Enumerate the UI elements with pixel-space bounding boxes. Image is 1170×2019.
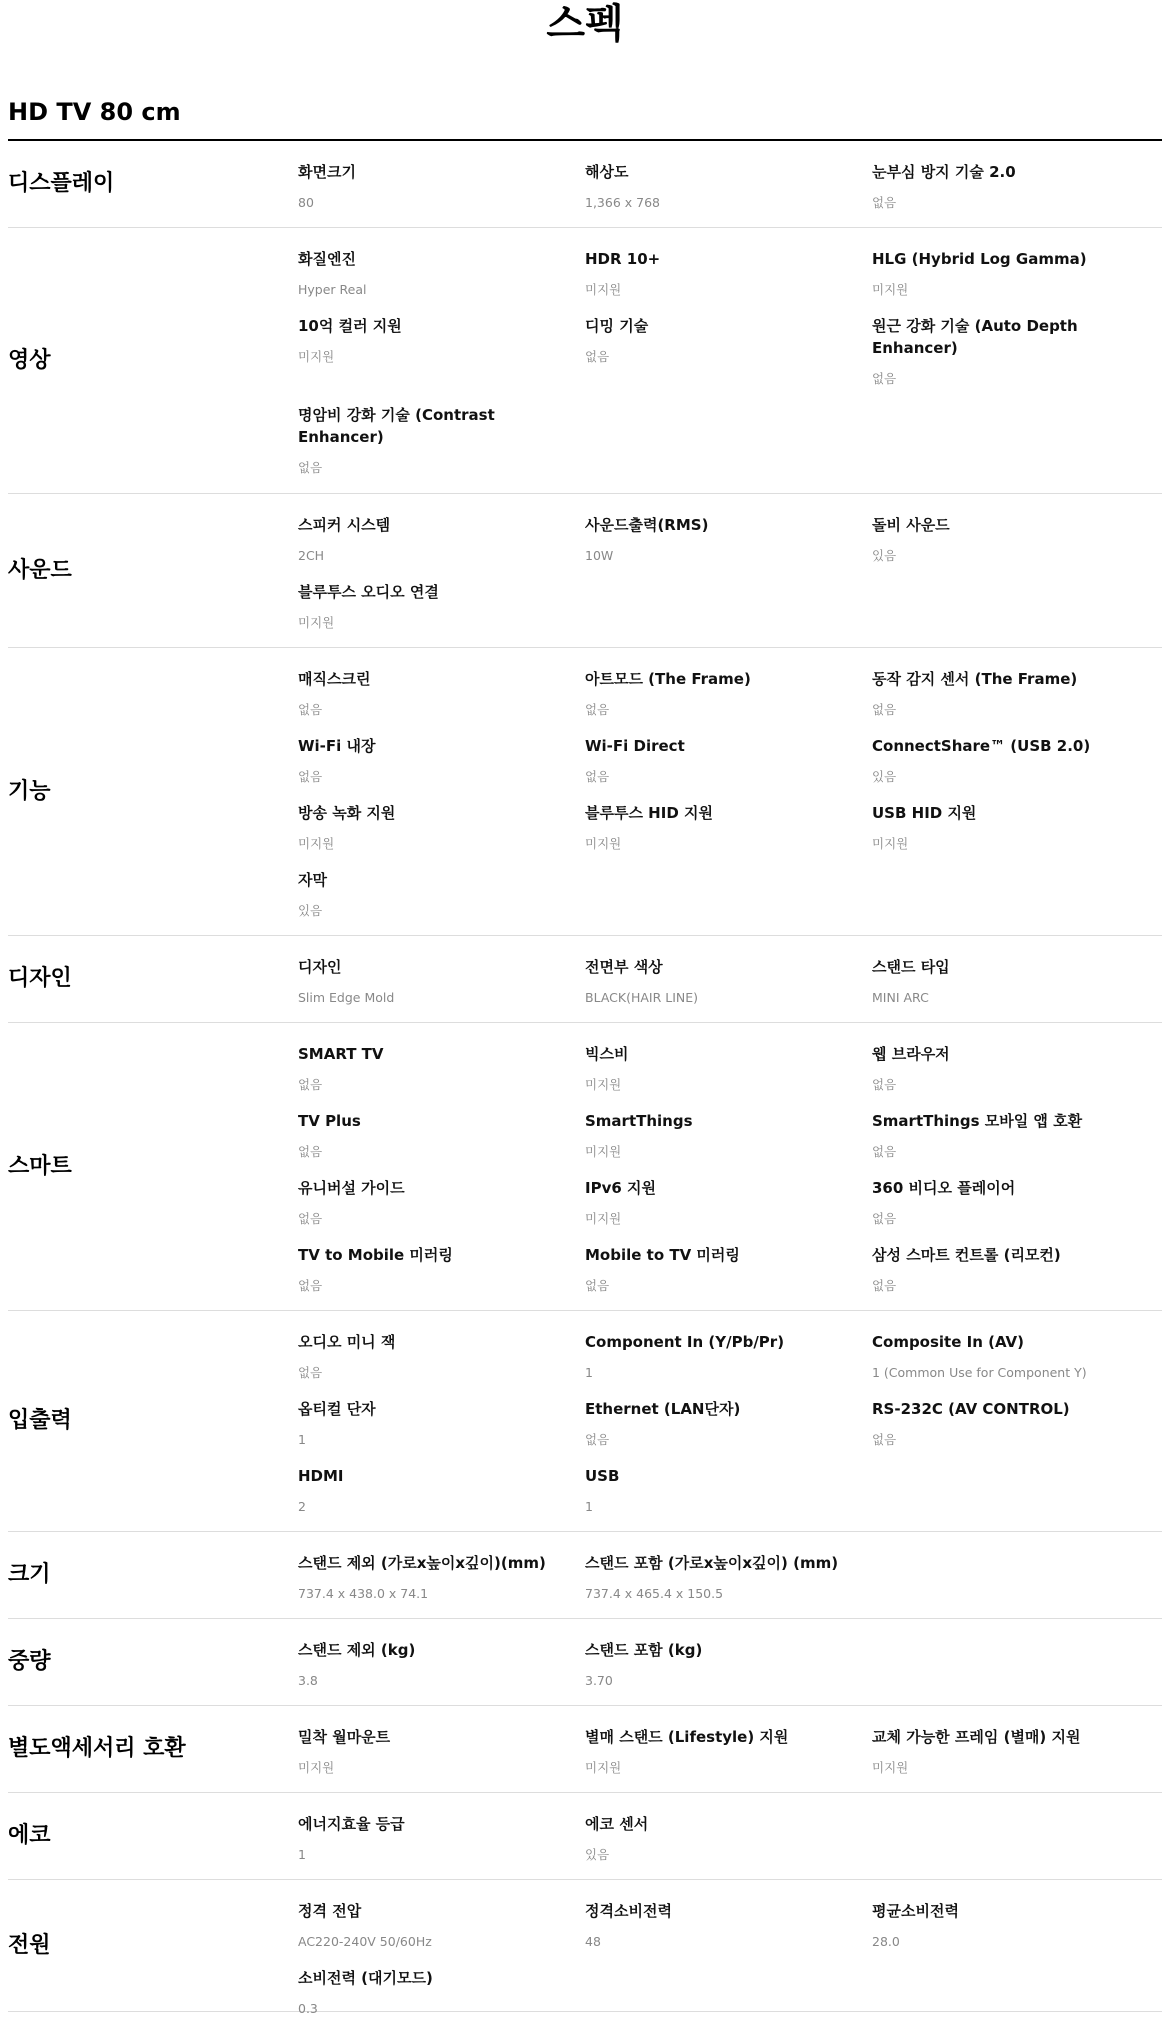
spec-grid — [8, 648, 1162, 935]
spec-item — [872, 668, 1132, 719]
spec-label: HDR 10+ — [585, 250, 661, 268]
spec-label: TV Plus — [298, 1112, 361, 1130]
spec-value: 없음 — [872, 702, 897, 717]
spec-value: 미지원 — [585, 836, 622, 851]
spec-label: SmartThings 모바일 앱 호환 — [872, 1112, 1083, 1130]
section-title: 스마트 — [8, 1153, 72, 1179]
spec-label: 오디오 미니 잭 — [298, 1333, 396, 1351]
spec-grid — [8, 1793, 1162, 1879]
spec-label: 평균소비전력 — [872, 1902, 959, 1920]
spec-item — [585, 1465, 845, 1516]
spec-value: 없음 — [872, 1432, 897, 1447]
spec-label: HDMI — [298, 1467, 344, 1485]
spec-item — [298, 1465, 558, 1516]
spec-value: 없음 — [298, 1077, 323, 1092]
spec-label: 정격소비전력 — [585, 1902, 672, 1920]
spec-section — [8, 1880, 1162, 2016]
spec-value: 없음 — [585, 769, 610, 784]
spec-value: 없음 — [585, 1432, 610, 1447]
spec-item — [298, 668, 558, 719]
spec-value: 없음 — [298, 1144, 323, 1159]
spec-value: 없음 — [298, 1278, 323, 1293]
spec-value: 1 — [298, 1432, 306, 1447]
spec-value: 없음 — [298, 1211, 323, 1226]
spec-label: 스탠드 제외 (가로x높이x깊이)(mm) — [298, 1554, 546, 1572]
spec-table — [8, 139, 1162, 2016]
spec-label: 디밍 기술 — [585, 317, 649, 335]
spec-label: 화질엔진 — [298, 250, 356, 268]
spec-item — [298, 161, 558, 212]
spec-label: Ethernet (LAN단자) — [585, 1400, 741, 1418]
spec-value: 미지원 — [585, 1211, 622, 1226]
spec-label: 동작 감지 센서 (The Frame) — [872, 670, 1078, 688]
spec-item — [872, 1726, 1132, 1777]
spec-grid — [8, 1532, 1162, 1618]
spec-grid — [8, 228, 1162, 493]
spec-section — [8, 1619, 1162, 1706]
spec-item — [298, 315, 558, 366]
spec-value: 737.4 x 465.4 x 150.5 — [585, 1586, 724, 1601]
spec-item — [298, 1639, 558, 1690]
spec-label: USB HID 지원 — [872, 804, 977, 822]
spec-value: 미지원 — [298, 349, 335, 364]
spec-item — [298, 735, 558, 786]
section-title: 기능 — [8, 778, 51, 804]
spec-value: 1 — [298, 1847, 306, 1862]
spec-label: 돌비 사운드 — [872, 516, 950, 534]
spec-label: 웹 브라우저 — [872, 1045, 950, 1063]
spec-item — [298, 1110, 558, 1161]
spec-item — [298, 1043, 558, 1094]
spec-label: RS-232C (AV CONTROL) — [872, 1400, 1070, 1418]
spec-section — [8, 1793, 1162, 1880]
spec-label: 전면부 색상 — [585, 958, 663, 976]
spec-label: 정격 전압 — [298, 1902, 362, 1920]
model-title: HD TV 80 cm — [8, 98, 181, 126]
spec-label: Wi-Fi 내장 — [298, 737, 376, 755]
spec-item — [872, 1244, 1132, 1295]
spec-value: Hyper Real — [298, 282, 367, 297]
spec-value: 미지원 — [872, 282, 909, 297]
spec-item — [585, 161, 845, 212]
spec-item — [872, 514, 1132, 565]
spec-grid — [8, 1023, 1162, 1310]
spec-value: 1 — [585, 1499, 593, 1514]
spec-item — [298, 581, 558, 632]
spec-value: 있음 — [872, 548, 897, 563]
spec-label: 매직스크린 — [298, 670, 371, 688]
section-title: 크기 — [8, 1562, 51, 1587]
spec-item — [872, 802, 1132, 853]
spec-value: 없음 — [872, 1144, 897, 1159]
spec-item — [872, 1110, 1132, 1161]
spec-item — [298, 514, 558, 565]
spec-label: 스탠드 포함 (가로x높이x깊이) (mm) — [585, 1554, 839, 1572]
spec-item — [585, 1244, 845, 1295]
section-title: 입출력 — [8, 1408, 72, 1433]
spec-value: 1,366 x 768 — [585, 195, 660, 210]
spec-label: 원근 강화 기술 (Auto Depth Enhancer) — [872, 317, 1078, 357]
spec-value: 48 — [585, 1934, 601, 1949]
spec-value: 있음 — [298, 903, 323, 918]
spec-section — [8, 1532, 1162, 1619]
spec-item — [298, 1967, 558, 2018]
spec-label: 명암비 강화 기술 (Contrast Enhancer) — [298, 406, 495, 446]
spec-label: 방송 녹화 지원 — [298, 804, 396, 822]
spec-value: 없음 — [585, 1278, 610, 1293]
spec-label: IPv6 지원 — [585, 1179, 656, 1197]
spec-label: SmartThings — [585, 1112, 693, 1130]
spec-value: BLACK(HAIR LINE) — [585, 990, 699, 1005]
spec-value: 없음 — [298, 769, 323, 784]
spec-section — [8, 141, 1162, 228]
spec-section — [8, 936, 1162, 1023]
spec-value: 3.70 — [585, 1673, 613, 1688]
spec-label: 블루투스 오디오 연결 — [298, 583, 439, 601]
spec-value: 없음 — [585, 702, 610, 717]
spec-label: 블루투스 HID 지원 — [585, 804, 713, 822]
spec-label: 별매 스탠드 (Lifestyle) 지원 — [585, 1728, 789, 1746]
section-title: 에코 — [8, 1823, 51, 1848]
spec-item — [872, 1043, 1132, 1094]
spec-item — [298, 1331, 558, 1382]
spec-grid — [8, 1706, 1162, 1792]
spec-grid — [8, 1619, 1162, 1705]
spec-label: 디자인 — [298, 958, 342, 976]
spec-label: USB — [585, 1467, 620, 1485]
spec-item — [298, 1244, 558, 1295]
spec-item — [585, 1177, 845, 1228]
spec-item — [298, 1398, 558, 1449]
spec-value: 없음 — [585, 349, 610, 364]
spec-item — [585, 1813, 845, 1864]
spec-item — [298, 869, 558, 920]
spec-section — [8, 1706, 1162, 1793]
spec-value: 없음 — [872, 1278, 897, 1293]
spec-item — [872, 1398, 1132, 1449]
spec-value: 없음 — [872, 1077, 897, 1092]
spec-item — [585, 1900, 845, 1951]
spec-label: 화면크기 — [298, 163, 356, 181]
spec-label: SMART TV — [298, 1045, 384, 1063]
spec-value: 3.8 — [298, 1673, 318, 1688]
spec-label: 스피커 시스템 — [298, 516, 391, 534]
spec-label: 10억 컬러 지원 — [298, 317, 402, 335]
spec-section — [8, 648, 1162, 936]
spec-value: 없음 — [872, 371, 897, 386]
spec-item — [298, 1900, 558, 1951]
spec-value: 2CH — [298, 548, 325, 563]
spec-grid — [8, 494, 1162, 647]
spec-section — [8, 494, 1162, 648]
spec-label: 스탠드 포함 (kg) — [585, 1641, 703, 1659]
section-title: 중량 — [8, 1649, 51, 1674]
spec-value: 미지원 — [585, 1760, 622, 1775]
spec-value: 미지원 — [872, 1760, 909, 1775]
spec-item — [298, 956, 558, 1007]
spec-section — [8, 1311, 1162, 1532]
spec-value: 1 (Common Use for Component Y) — [872, 1365, 1087, 1380]
spec-item — [298, 1726, 558, 1777]
spec-label: 360 비디오 플레이어 — [872, 1179, 1016, 1197]
spec-value: 미지원 — [872, 836, 909, 851]
spec-value: 10W — [585, 548, 614, 563]
spec-value: 미지원 — [298, 615, 335, 630]
spec-item — [872, 248, 1132, 299]
spec-item — [872, 1177, 1132, 1228]
spec-item — [298, 802, 558, 853]
spec-item — [872, 315, 1132, 388]
spec-value: 2 — [298, 1499, 306, 1514]
spec-label: 아트모드 (The Frame) — [585, 670, 751, 688]
spec-value: 미지원 — [298, 1760, 335, 1775]
spec-label: Component In (Y/Pb/Pr) — [585, 1333, 785, 1351]
spec-item — [585, 956, 845, 1007]
spec-value: 없음 — [872, 195, 897, 210]
spec-item — [298, 248, 558, 299]
spec-value: Slim Edge Mold — [298, 990, 395, 1005]
spec-item — [585, 1552, 845, 1603]
spec-label: 유니버설 가이드 — [298, 1179, 405, 1197]
spec-value: 없음 — [872, 1211, 897, 1226]
spec-item — [585, 1398, 845, 1449]
spec-value: 없음 — [298, 460, 323, 475]
spec-value: 737.4 x 438.0 x 74.1 — [298, 1586, 429, 1601]
spec-label: Composite In (AV) — [872, 1333, 1025, 1351]
page-title: 스펙 — [546, 1, 624, 47]
spec-label: HLG (Hybrid Log Gamma) — [872, 250, 1087, 268]
spec-item — [585, 1726, 845, 1777]
spec-item — [585, 315, 845, 366]
section-title: 전원 — [8, 1932, 51, 1958]
spec-item — [585, 1639, 845, 1690]
spec-label: 교체 가능한 프레임 (별매) 지원 — [872, 1728, 1081, 1746]
spec-value: 있음 — [872, 769, 897, 784]
spec-item — [585, 514, 845, 565]
spec-label: 사운드출력(RMS) — [585, 516, 709, 534]
spec-label: Mobile to TV 미러링 — [585, 1246, 740, 1264]
spec-grid — [8, 1311, 1162, 1531]
spec-item — [298, 1552, 558, 1603]
spec-value: 미지원 — [585, 282, 622, 297]
spec-item — [298, 1813, 558, 1864]
spec-item — [298, 404, 558, 477]
spec-item — [585, 1110, 845, 1161]
section-title: 디스플레이 — [8, 171, 115, 196]
spec-value: 미지원 — [298, 836, 335, 851]
spec-item — [585, 735, 845, 786]
spec-item — [298, 1177, 558, 1228]
spec-label: 삼성 스마트 컨트롤 (리모컨) — [872, 1246, 1061, 1264]
spec-value: 없음 — [298, 702, 323, 717]
spec-value: AC220-240V 50/60Hz — [298, 1934, 432, 1949]
spec-label: 빅스비 — [585, 1045, 629, 1063]
section-title: 영상 — [8, 347, 51, 373]
spec-value: 미지원 — [585, 1144, 622, 1159]
spec-label: 에너지효율 등급 — [298, 1815, 405, 1833]
spec-item — [872, 735, 1132, 786]
section-title: 별도액세서리 호환 — [8, 1736, 186, 1761]
spec-label: 눈부심 방지 기술 2.0 — [872, 163, 1016, 181]
spec-item — [872, 1331, 1132, 1382]
spec-label: 에코 센서 — [585, 1815, 649, 1833]
spec-label: 밀착 월마운트 — [298, 1728, 391, 1746]
spec-item — [872, 1900, 1132, 1951]
spec-value: 없음 — [298, 1365, 323, 1380]
spec-label: ConnectShare™ (USB 2.0) — [872, 737, 1091, 755]
spec-label: 스탠드 타입 — [872, 958, 950, 976]
section-title: 사운드 — [8, 557, 72, 583]
spec-grid — [8, 141, 1162, 227]
spec-item — [585, 1043, 845, 1094]
spec-label: 소비전력 (대기모드) — [298, 1969, 433, 1987]
spec-label: Wi-Fi Direct — [585, 737, 685, 755]
spec-value: 미지원 — [585, 1077, 622, 1092]
spec-grid — [8, 936, 1162, 1022]
spec-value: 0.3 — [298, 2001, 318, 2016]
spec-value: 있음 — [585, 1847, 610, 1862]
spec-item — [585, 1331, 845, 1382]
spec-value: 28.0 — [872, 1934, 900, 1949]
spec-item — [872, 161, 1132, 212]
spec-section — [8, 1023, 1162, 1311]
spec-item — [585, 668, 845, 719]
spec-label: 옵티컬 단자 — [298, 1400, 376, 1418]
spec-value: 80 — [298, 195, 314, 210]
spec-label: TV to Mobile 미러링 — [298, 1246, 453, 1264]
spec-label: 해상도 — [585, 163, 629, 181]
section-title: 디자인 — [8, 966, 72, 991]
spec-item — [872, 956, 1132, 1007]
spec-value: MINI ARC — [872, 990, 929, 1005]
spec-section — [8, 228, 1162, 494]
spec-item — [585, 802, 845, 853]
spec-label: 스탠드 제외 (kg) — [298, 1641, 416, 1659]
spec-grid — [8, 1880, 1162, 2016]
spec-label: 자막 — [298, 871, 327, 889]
spec-value: 1 — [585, 1365, 593, 1380]
spec-item — [585, 248, 845, 299]
